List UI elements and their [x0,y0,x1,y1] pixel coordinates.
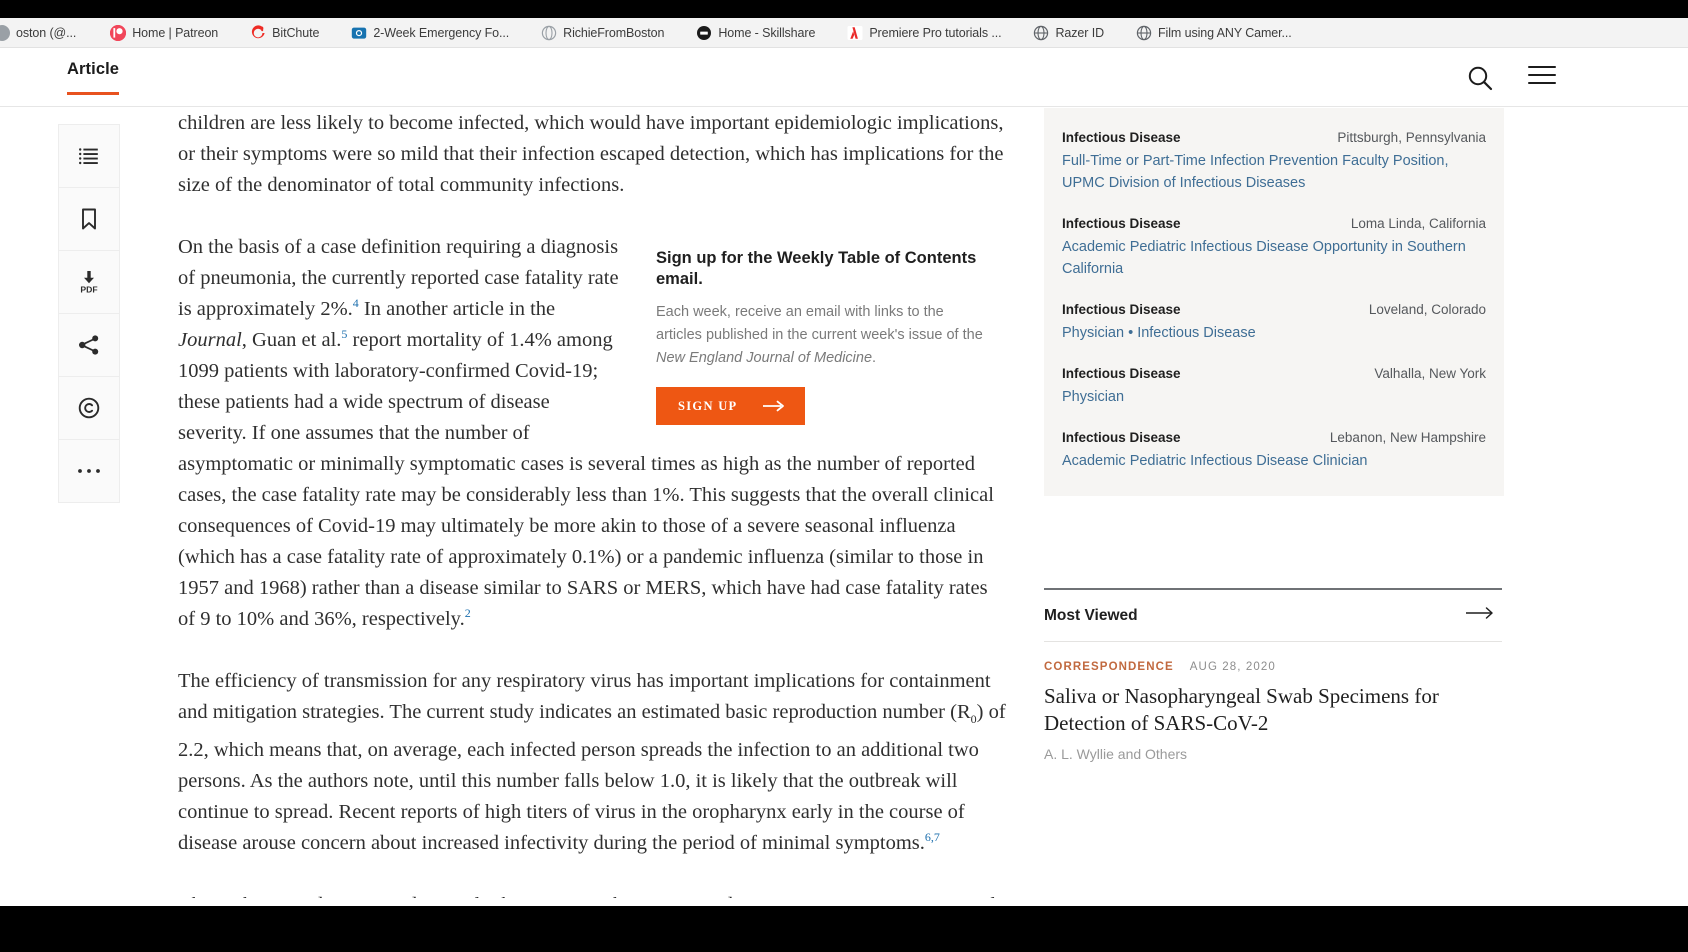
r-zero-subscript: 0 [970,712,977,727]
bookmark-item-5[interactable] [687,21,824,45]
job-title-link[interactable]: Full-Time or Part-Time Infection Prevention Faculty Position, [1062,153,1449,169]
menu-line [1528,74,1556,76]
camera-icon [351,25,367,41]
bookmark-item-4[interactable] [532,21,673,45]
para3-text-a: The efficiency of transmission for any respiratory virus has important implications for containment and mitigation strategies. The current study indicates an estimated basic reproduction number (R [178,670,991,723]
article-paragraph [178,232,1006,635]
job-title-link[interactable]: Physician [1062,389,1125,405]
hamburger-menu-icon[interactable] [1528,66,1556,90]
job-specialty: Infectious Disease [1062,130,1181,145]
arrow-right-icon[interactable] [1466,606,1500,625]
table-of-contents-icon [77,144,101,168]
search-icon[interactable] [1465,63,1495,93]
job-listing[interactable] [1062,302,1486,344]
menu-line [1528,66,1556,68]
article-paragraph [178,666,1006,859]
job-location: Lebanon, New Hampshire [1329,430,1486,445]
share-button[interactable] [59,314,119,377]
reference-link[interactable]: 4 [352,296,359,311]
svg-text:PDF: PDF [80,284,98,295]
bookmark-label: Film using ANY Camer... [1158,25,1292,40]
pdf-download-icon [76,269,102,295]
permissions-copyright-icon [77,396,101,420]
para2-text-c: , Guan et al. [241,329,342,351]
job-header [1062,302,1486,317]
signup-description [656,301,986,370]
premiere-pro-icon [847,25,863,41]
sign-up-button-label: SIGN UP [678,398,738,413]
bookmark-label: Razer ID [1055,25,1105,40]
sign-up-button[interactable] [656,387,805,425]
signup-title: Sign up for the Weekly Table of Contents email. [656,249,977,288]
most-viewed-headline-link[interactable]: Saliva or Nasopharyngeal Swab Specimens for Detection of SARS-CoV-2 [1044,684,1439,735]
job-listing[interactable] [1062,216,1486,280]
bookmark-label: BitChute [272,25,320,40]
bookmark-item-0[interactable] [0,21,85,45]
article-type-badge: CORRESPONDENCE [1044,661,1174,673]
bookmark-icon [78,207,100,231]
bookmarks-bar [0,18,1688,48]
bookmark-label: Home - Skillshare [718,25,816,40]
article-body [178,108,1006,906]
share-icon [77,333,101,357]
newsletter-signup-card [656,246,996,425]
job-header [1062,130,1486,145]
job-specialty: Infectious Disease [1062,430,1181,445]
signup-desc-journal: New England Journal of Medicine [656,350,873,366]
bookmark-button[interactable] [59,188,119,251]
reference-link[interactable]: 2 [464,606,471,621]
site-header [0,48,1688,107]
job-location: Pittsburgh, Pennsylvania [1337,130,1486,145]
bookmark-label: Premiere Pro tutorials ... [869,25,1002,40]
tab-article[interactable]: Article [67,60,119,95]
viewport-bottom-edge [0,898,1688,906]
most-viewed-meta [1044,661,1502,673]
more-options-icon [76,466,102,476]
right-sidebar [1044,108,1504,762]
bookmark-item-8[interactable] [1127,21,1301,45]
para2-text-d: report mortality of 1.4% among 1099 patients with laboratory-confirmed Covid-19; these patients had a wide spectrum of disease severity. If one assumes that the number of asymptomatic or minimally symptomatic cases is several times as high as the number of reported cases, the case fatality rate may be considerably less than 1%. This suggests that the overall clinical consequences of Covid-19 may ultimately be more akin to those of a severe seasonal influenza (which has a case fatality rate of approximately 0.1%) or a pandemic influenza (similar to those in 1957 and 1968) rather than a disease similar to SARS or MERS, which have had case fatality rates of 9 to 10% and 36%, respectively. [178,329,994,630]
most-viewed-item[interactable] [1044,642,1502,762]
reference-link[interactable]: 6,7 [924,830,940,845]
page-viewport [0,48,1688,906]
job-specialty: Infectious Disease [1062,366,1181,381]
job-listing[interactable] [1062,130,1486,194]
job-listing[interactable] [1062,366,1486,408]
most-viewed-title: Most Viewed [1044,606,1138,624]
job-location: Valhalla, New York [1374,366,1486,381]
bookmark-label: RichieFromBoston [563,25,665,40]
article-tools-rail [58,124,120,503]
job-specialty: Infectious Disease [1062,302,1181,317]
patreon-icon [110,25,126,41]
job-header [1062,216,1486,231]
bookmark-item-6[interactable] [838,21,1010,45]
bookmark-item-3[interactable] [342,21,518,45]
job-location: Loma Linda, California [1350,216,1486,231]
table-of-contents-button[interactable] [59,125,119,188]
job-employer-link[interactable]: California [1062,261,1124,277]
job-header [1062,430,1486,445]
para3-text-b: ) of 2.2, which means that, on average, each infected person spreads the infection to an additional two persons. As the authors note, until this number falls below 1.0, it is likely that the outbreak will continue to spread. Recent reports of high titers of virus in the oropharynx early in the course of disease arouse concern about increased infectivity during the period of minimal symptoms. [178,701,1006,855]
bookmark-item-2[interactable] [241,21,328,45]
globe-icon [541,25,557,41]
most-viewed-section [1044,588,1502,762]
journal-italic: Journal [178,329,242,351]
bitchute-icon [250,25,266,41]
bookmark-label: 2-Week Emergency Fo... [373,25,510,40]
job-listing[interactable] [1062,430,1486,472]
job-specialty: Infectious Disease [1062,216,1181,231]
job-title-link[interactable]: Academic Pediatric Infectious Disease Clinician [1062,453,1368,469]
signup-desc-b: . [872,350,877,366]
article-paragraph: children are less likely to become infected, which would have important epidemiologic implications, or their symptoms were so mild that their infection escaped detection, which has implications for the size of the denominator of total community infections. [178,112,1004,196]
jobs-panel [1044,108,1504,496]
bookmark-label: oston (@... [16,25,77,40]
more-options-button[interactable] [59,440,119,502]
article-date: AUG 28, 2020 [1189,661,1276,673]
globe-icon [1136,25,1152,41]
reference-link[interactable]: 5 [341,327,348,342]
bookmark-item-7[interactable] [1024,21,1113,45]
para2-text-b: In another article in the [358,298,556,320]
job-title-link[interactable]: Academic Pediatric Infectious Disease Opportunity in Southern [1062,239,1466,255]
most-viewed-authors: A. L. Wyllie and Others [1044,746,1188,762]
permissions-button[interactable] [59,377,119,440]
job-employer-link[interactable]: UPMC Division of Infectious Diseases [1062,175,1306,191]
menu-line [1528,82,1556,84]
bookmark-label: Home | Patreon [132,25,219,40]
globe-icon [1033,25,1049,41]
bookmark-item-1[interactable] [101,21,227,45]
job-header [1062,366,1486,381]
most-viewed-header [1044,590,1502,642]
arrow-right-icon [763,391,785,422]
signup-desc-a: Each week, receive an email with links to the articles published in the current week's issue of the [656,304,983,343]
generic-icon [0,25,10,41]
skillshare-icon [696,25,712,41]
para2-text-a: On the basis of a case definition requiring a diagnosis of pneumonia, the currently reported case fatality rate is approximately 2%. [178,236,619,320]
job-title-link[interactable]: Physician • Infectious Disease [1062,325,1256,341]
pdf-download-button[interactable] [59,251,119,314]
job-location: Loveland, Colorado [1368,302,1486,317]
